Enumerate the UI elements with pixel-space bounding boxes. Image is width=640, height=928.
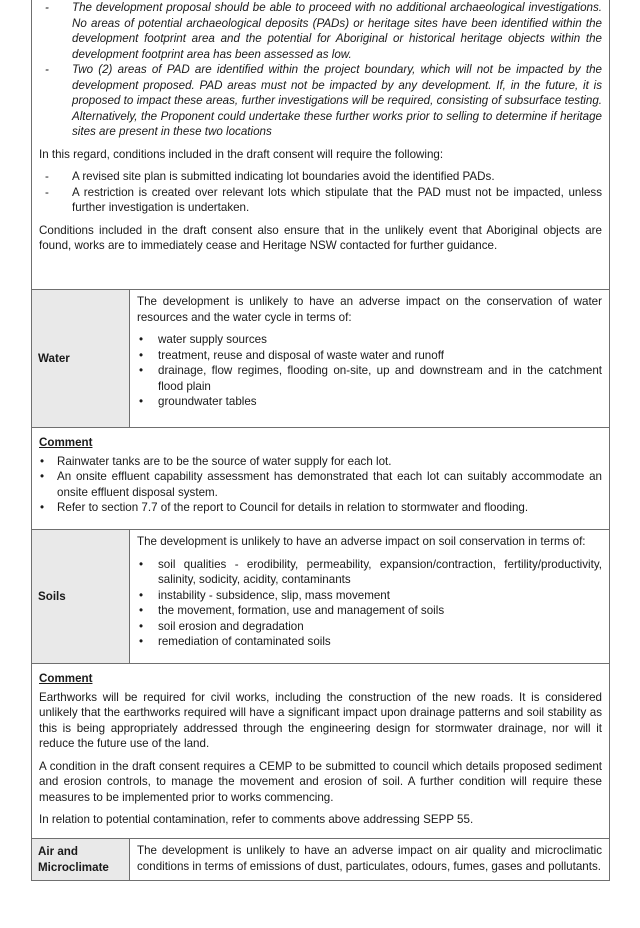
dash-marker: - (45, 63, 49, 76)
list-item (137, 348, 602, 364)
spacer (39, 216, 602, 223)
list-item (137, 332, 602, 348)
list-item-text: Rainwater tanks are to be the source of water supply for each lot. (57, 454, 392, 468)
air-text: The development is unlikely to have an adverse impact on air quality and microclimatic conditions in terms of emissions of dust, particulates, odours, fumes, gases and pollutants. (137, 844, 602, 873)
list-item (137, 603, 602, 619)
water-intro: The development is unlikely to have an adverse impact on the conservation of water resources and the water cycle in terms of: (137, 295, 602, 324)
bullet-icon: • (139, 604, 144, 617)
list-item-text: An onsite effluent capability assessment has demonstrated that each lot can suitably accommodate an onsite effluent disposal system. (57, 470, 602, 499)
comment-paragraph: In relation to potential contamination, refer to comments above addressing SEPP 55. (39, 813, 474, 826)
soils-comment-section (31, 664, 610, 839)
bullet-icon: • (139, 635, 144, 648)
dash-text: A revised site plan is submitted indicating lot boundaries avoid the identified PADs. (72, 170, 495, 183)
spacer (39, 805, 602, 812)
air-content (130, 839, 609, 880)
list-item-text: soil qualities - erodibility, permeability, expansion/contraction, fertility/productivity, salinity, sodicity, acidity, contaminants (158, 557, 602, 586)
bullet-icon: • (40, 501, 45, 514)
air-label (32, 839, 130, 880)
dash-text: Two (2) areas of PAD are identified within the project boundary, which will not be impacted by the development proposed. PAD areas must not be impacted by any development. If, in the future, it is proposed to impact these areas, further investigations will be required, consisting of subsurface testing. Alternatively, the Proponent could undertake these further works prior to selling to determine if heritage sites are present in these two locations (72, 63, 602, 138)
heritage-section (31, 0, 610, 290)
bullet-icon: • (139, 395, 144, 408)
comment-paragraph: Earthworks will be required for civil works, including the construction of the new roads. It is considered unlikely that the earthworks required will have a significant impact upon drainage patterns and soil stability as this is being appropriately addressed through the engineering design for stormwater drainage, nor will it reduce the future use of the land. (39, 690, 602, 750)
list-item-text: groundwater tables (158, 395, 257, 408)
air-label-line: Microclimate (38, 861, 109, 874)
water-content (130, 290, 609, 427)
document (31, 0, 610, 881)
comment-heading: Comment (39, 672, 93, 685)
spacer (137, 550, 602, 557)
dash-text: A restriction is created over relevant lots which stipulate that the PAD must not be impacted, unless further investigation is undertaken. (72, 185, 602, 214)
bullet-icon: • (139, 348, 144, 362)
list-item (137, 363, 602, 394)
dash-marker: - (45, 170, 49, 183)
spacer (39, 752, 602, 759)
water-comment-section (31, 428, 610, 530)
soils-row (31, 530, 610, 664)
dash-text: The development proposal should be able to proceed with no additional archaeological investigations. No areas of potential archaeological deposits (PADs) or heritage sites have been identified within the development footprint area and the potential for Aboriginal or historical heritage objects within the development footprint area has been assessed as low. (72, 1, 602, 61)
list-item-text: water supply sources (158, 333, 267, 346)
list-item-text: the movement, formation, use and management of soils (158, 604, 445, 617)
list-item-text: soil erosion and degradation (158, 619, 304, 633)
list-item (137, 588, 602, 604)
regard-text: In this regard, conditions included in the draft consent will require the following: (39, 147, 444, 161)
list-item-text: Refer to section 7.7 of the report to Council for details in relation to stormwater and flooding. (57, 501, 529, 514)
list-item (39, 500, 602, 516)
soils-content (130, 530, 609, 663)
spacer (39, 140, 602, 147)
air-row (31, 839, 610, 881)
soils-intro: The development is unlikely to have an adverse impact on soil conservation in terms of: (137, 535, 586, 548)
list-item (137, 619, 602, 635)
bullet-icon: • (40, 470, 45, 483)
dash-item (39, 0, 602, 62)
list-item (39, 454, 602, 470)
list-item-text: remediation of contaminated soils (158, 635, 331, 648)
bullet-icon: • (40, 454, 45, 468)
comment-paragraph: A condition in the draft consent requires a CEMP to be submitted to council which details proposed sediment and erosion controls, to manage the movement and erosion of soil. A further condition will require these measures to be implemented prior to works commencing. (39, 759, 602, 804)
spacer (39, 162, 602, 169)
bullet-icon: • (139, 333, 144, 346)
dash-marker: - (45, 1, 49, 14)
list-item (39, 469, 602, 500)
bullet-icon: • (139, 557, 144, 571)
comment-heading: Comment (39, 436, 93, 449)
bullet-icon: • (139, 364, 144, 377)
spacer (137, 325, 602, 332)
dash-item (39, 185, 602, 216)
list-item (137, 634, 602, 650)
dash-marker: - (45, 185, 49, 199)
dash-item (39, 169, 602, 185)
dash-item (39, 62, 602, 140)
bullet-icon: • (139, 588, 144, 602)
water-label: Water (32, 290, 130, 427)
list-item-text: drainage, flow regimes, flooding on-site, up and downstream and in the catchment flood plain (158, 364, 602, 393)
bullet-icon: • (139, 619, 144, 633)
water-row (31, 290, 610, 428)
soils-label: Soils (32, 530, 130, 663)
list-item (137, 394, 602, 410)
list-item (137, 557, 602, 588)
list-item-text: instability - subsidence, slip, mass movement (158, 588, 390, 602)
conditions-text: Conditions included in the draft consent also ensure that in the unlikely event that Aboriginal objects are found, works are to immediately cease and Heritage NSW contacted for further guidance. (39, 223, 602, 252)
list-item-text: treatment, reuse and disposal of waste water and runoff (158, 348, 444, 362)
air-label-line: Air and (38, 845, 78, 858)
